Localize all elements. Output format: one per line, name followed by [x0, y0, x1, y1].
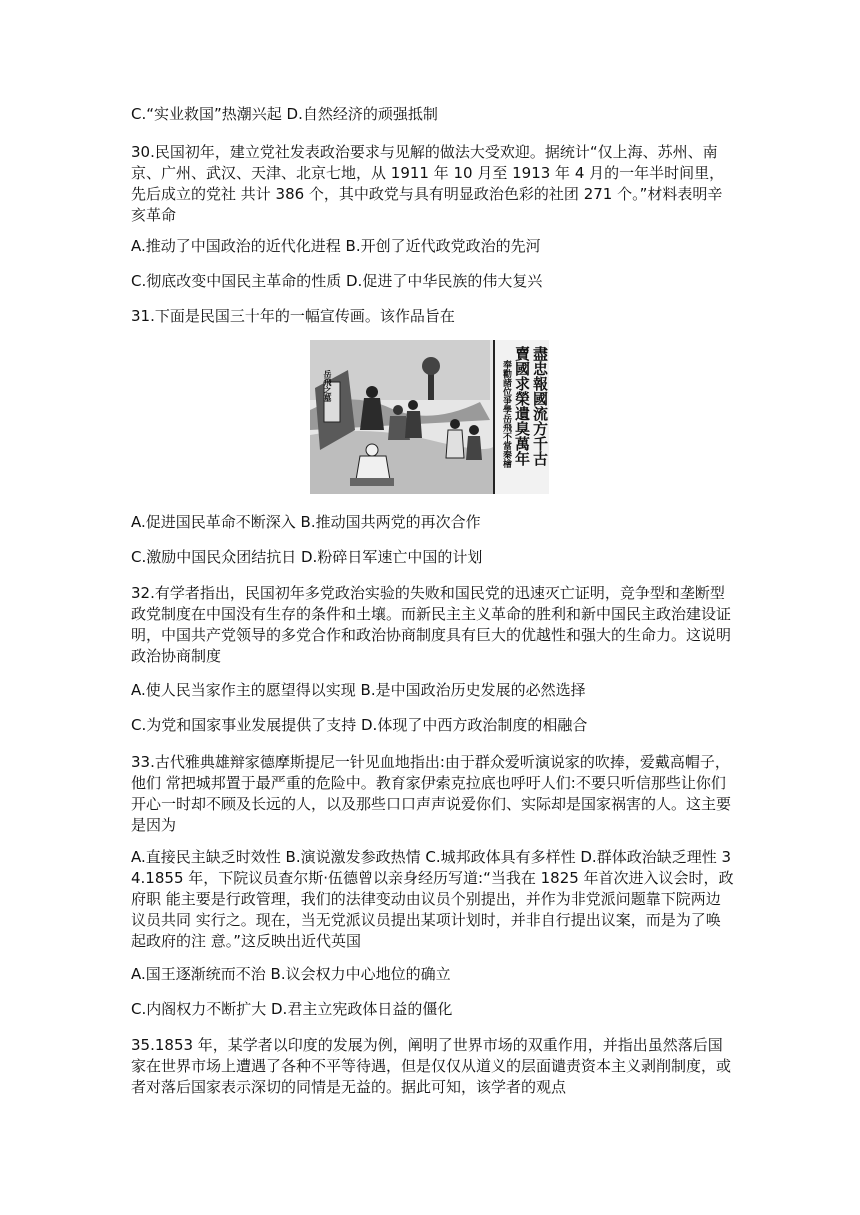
poster-headline-left: 賣國求榮遺臭萬年	[513, 346, 531, 466]
option-line-32-ab: A.使人民当家作主的愿望得以实现 B.是中国政治历史发展的必然选择	[131, 681, 586, 699]
option-line-29-cd: C.“实业救国”热潮兴起 D.自然经济的顽强抵制	[131, 105, 438, 123]
question-33: 33.古代雅典雄辩家德摩斯提尼一针见血地指出:由于群众爱听演说家的吹捧，爱戴高帽子，他们 常把城邦置于最严重的危险中。教育家伊索克拉底也呼吁人们:不要只听信那些让你们开心一时却不顾及长远的人，以及那些口口声声说爱你们、实际却是国家祸害的人。这主要是因为	[131, 753, 732, 834]
option-line-31-cd: C.激励中国民众团结抗日 D.粉碎日军速亡中国的计划	[131, 548, 483, 566]
question-32: 32.有学者指出，民国初年多党政治实验的失败和国民党的迅速灭亡证明，竞争型和垄断型政党制度在中国没有生存的条件和土壤。而新民主主义革命的胜利和新中国民主政治建设证明，中国共产党领导的多党合作和政治协商制度具有巨大的优越性和强大的生命力。这说明政治协商制度	[131, 584, 732, 665]
question-31: 31.下面是民国三十年的一幅宣传画。该作品旨在	[131, 307, 455, 325]
option-line-34-cd: C.内阁权力不断扩大 D.君主立宪政体日益的僵化	[131, 1000, 453, 1018]
option-line-31-ab: A.促进国民革命不断深入 B.推动国共两党的再次合作	[131, 513, 481, 531]
question-35: 35.1853 年，某学者以印度的发展为例，阐明了世界市场的双重作用，并指出虽然落后国家在世界市场上遭遇了各种不平等待遇，但是仅仅从道义的层面谴责资本主义剥削制度，或者对落后国家表示深切的同情是无益的。据此可知，该学者的观点	[131, 1036, 732, 1096]
option-line-34-ab: A.国王逐渐统而不治 B.议会权力中心地位的确立	[131, 965, 451, 983]
propaganda-poster-image	[310, 340, 549, 494]
option-line-30-ab: A.推动了中国政治的近代化进程 B.开创了近代政党政治的先河	[131, 237, 541, 255]
option-line-32-cd: C.为党和国家事业发展提供了支持 D.体现了中西方政治制度的相融合	[131, 716, 588, 734]
poster-caption: 奉勸諸位爭學岳飛不當秦檜	[501, 360, 511, 468]
poster-headline-right: 盡忠報國流方千古	[531, 346, 549, 466]
options-33-and-question-34: A.直接民主缺乏时效性 B.演说激发参政热情 C.城邦政体具有多样性 D.群体政治缺乏理性 34.1855 年，下院议员查尔斯·伍德曾以亲身经历写道:“当我在 1825 年首次进入议会时，政府职 能主要是行政管理，我们的法律变动由议员个别提出，并作为非党派问题靠下院两边议员共同 实行之。现在，当无党派议员提出某项计划时，并非自行提出议案，而是为了唤起政府的注 意。”这反映出近代英国	[131, 848, 734, 950]
option-line-30-cd: C.彻底改变中国民主革命的性质 D.促进了中华民族的伟大复兴	[131, 272, 543, 290]
question-30: 30.民国初年，建立党社发表政治要求与见解的做法大受欢迎。据统计“仅上海、苏州、南京、广州、武汉、天津、北京七地，从 1911 年 10 月至 1913 年 4 月的一年半时间里，先后成立的党社 共计 386 个，其中政党与具有明显政治色彩的社团 271 个。”材料表明辛亥革命	[131, 143, 725, 224]
poster-tomb-label: 岳飛之墓	[323, 370, 333, 402]
